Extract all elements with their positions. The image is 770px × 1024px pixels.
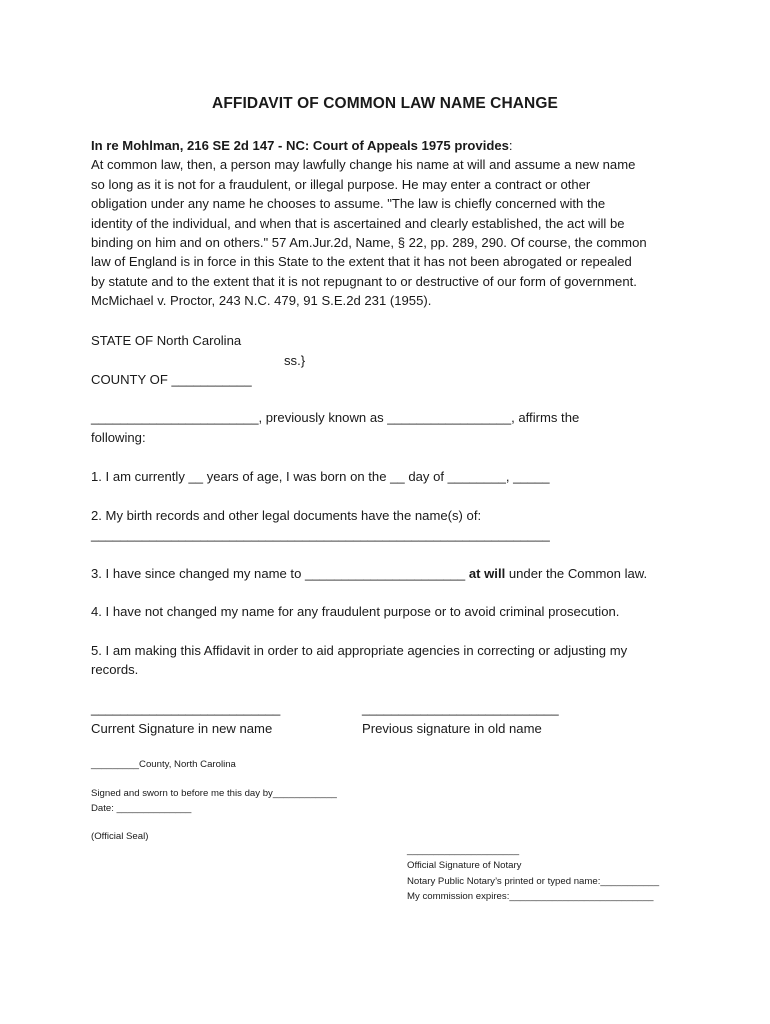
- clause-4: 4. I have not changed my name for any fraudulent purpose or to avoid criminal prosecution.: [91, 604, 620, 619]
- official-seal: (Official Seal): [91, 831, 149, 842]
- notary-county: _________County, North Carolina: [91, 759, 236, 770]
- document-title: AFFIDAVIT OF COMMON LAW NAME CHANGE: [212, 95, 558, 112]
- notary-signed-sworn: Signed and sworn to before me this day by____________: [91, 788, 337, 799]
- intro-line: so long as it is not for a fraudulent, or illegal purpose. He may enter a contract or other: [91, 176, 591, 192]
- clause-2: 2. My birth records and other legal documents have the name(s) of:: [91, 508, 482, 523]
- notary-printed-name: Notary Public Notary’s printed or typed name:___________: [407, 876, 660, 887]
- notary-signature-label: Official Signature of Notary: [407, 860, 522, 871]
- clause-5-cont: records.: [91, 662, 139, 677]
- affiant-following: following:: [91, 430, 146, 445]
- intro-line: law of England is in force in this State to the extent that it has not been abrogated or repealed: [91, 254, 632, 270]
- venue-state: STATE OF North Carolina: [91, 333, 242, 348]
- venue-county: COUNTY OF ___________: [91, 372, 252, 387]
- intro-line: identity of the individual, and when that is ascertained and clearly established, the act will be: [91, 215, 625, 231]
- intro-line: McMichael v. Proctor, 243 N.C. 479, 91 S.E.2d 231 (1955).: [91, 293, 432, 309]
- clause-3-tail: under the Common law.: [505, 566, 648, 581]
- notary-date: Date: ______________: [91, 803, 192, 814]
- current-signature-label: Current Signature in new name: [91, 721, 273, 736]
- notary-commission: My commission expires:___________________________: [407, 891, 654, 902]
- clause-3-text: 3. I have since changed my name to ______________________: [91, 566, 469, 581]
- current-signature-line: __________________________: [91, 701, 281, 716]
- previous-signature-label: Previous signature in old name: [362, 721, 542, 736]
- clause-3-bold: at will: [468, 566, 506, 581]
- venue-ss: ss.}: [284, 353, 306, 368]
- intro-line: by statute and to the extent that it is not repugnant to or destructive of our form of government.: [91, 273, 637, 289]
- notary-signature-line: _____________________: [407, 845, 520, 856]
- clause-3: [91, 564, 647, 583]
- intro-heading-text: In re Mohlman, 216 SE 2d 147 - NC: Court of Appeals 1975 provides: [91, 138, 509, 153]
- clause-2-blank: _______________________________________________________________: [91, 527, 550, 542]
- intro-section: [91, 136, 691, 311]
- previous-signature-line: ___________________________: [362, 701, 559, 716]
- intro-line: binding on him and on others." 57 Am.Jur.2d, Name, § 22, pp. 289, 290. Of course, the common: [91, 235, 647, 251]
- clause-1: 1. I am currently __ years of age, I was born on the __ day of ________, _____: [91, 469, 550, 484]
- intro-heading-suffix: :: [508, 138, 513, 153]
- intro-line: At common law, then, a person may lawfully change his name at will and assume a new name: [91, 157, 636, 173]
- intro-line: obligation under any name he chooses to assume. "The law is chiefly concerned with the: [91, 196, 606, 212]
- intro-heading: [91, 136, 691, 155]
- clause-5: 5. I am making this Affidavit in order to aid appropriate agencies in correcting or adjusting my: [91, 643, 628, 658]
- affiant-line: _______________________, previously known as _________________, affirms the: [91, 410, 580, 425]
